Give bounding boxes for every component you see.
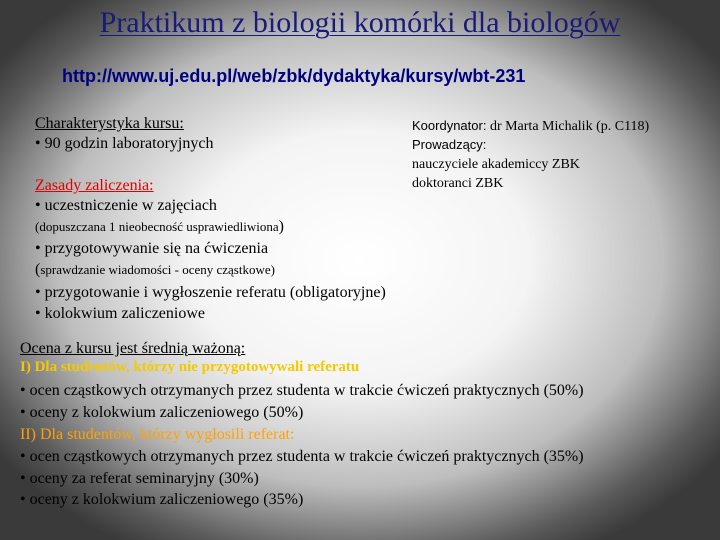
rules-note: (dopuszczana 1 nieobecność usprawiedliwiona) <box>35 218 284 235</box>
rules-item: • przygotowanie i wygłoszenie referatu (obligatoryjne) <box>35 284 386 301</box>
leaders-label: Prowadzący: <box>412 137 487 152</box>
characteristics-item: • 90 godzin laboratoryjnych <box>35 135 214 152</box>
coordinator-line <box>412 116 649 136</box>
rules-item: • kolokwium zaliczeniowe <box>35 305 205 322</box>
characteristics-heading: Charakterystyka kursu: <box>35 115 184 132</box>
grading-item: • oceny za referat seminaryjny (30%) <box>20 470 259 487</box>
grading-group-1: I) Dla studentów, którzy nie przygotowywali referatu <box>20 359 360 375</box>
grading-item: • oceny z kolokwium zaliczeniowego (50%) <box>20 404 304 421</box>
grading-item: • ocen cząstkowych otrzymanych przez studenta w trakcie ćwiczeń praktycznych (50%) <box>20 382 584 399</box>
rules-heading: Zasady zaliczenia: <box>35 177 154 194</box>
coordinator-value: dr Marta Michalik (p. C118) <box>489 119 650 134</box>
rules-item: • uczestniczenie w zajęciach <box>35 197 217 214</box>
slide-title: Praktikum z biologii komórki dla biologów <box>99 6 621 39</box>
grading-group-2: II) Dla studentów, którzy wygłosili referat: <box>20 426 295 443</box>
grading-item: • ocen cząstkowych otrzymanych przez studenta w trakcie ćwiczeń praktycznych (35%) <box>20 448 584 465</box>
leaders-item: nauczyciele akademiccy ZBK <box>412 157 580 172</box>
course-url-link[interactable]: http://www.uj.edu.pl/web/zbk/dydaktyka/kursy/wbt-231 <box>62 66 526 86</box>
coordinator-label: Koordynator: <box>412 118 487 133</box>
leaders-item: doktoranci ZBK <box>412 176 504 191</box>
rules-note: (sprawdzanie wiadomości - oceny cząstkowe) <box>35 261 275 278</box>
rules-item: • przygotowywanie się na ćwiczenia <box>35 240 269 257</box>
grading-heading: Ocena z kursu jest średnią ważoną: <box>20 340 246 357</box>
grading-item: • oceny z kolokwium zaliczeniowego (35%) <box>20 491 304 508</box>
